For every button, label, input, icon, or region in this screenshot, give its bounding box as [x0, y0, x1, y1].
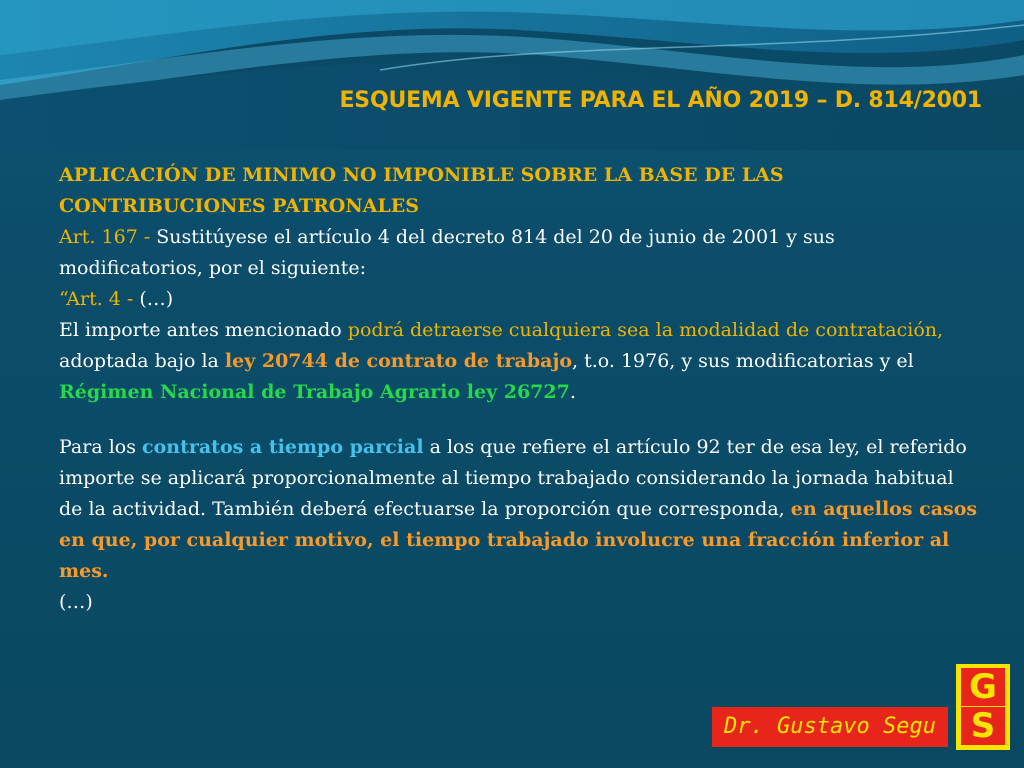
- article-ref: Art. 167 -: [59, 226, 151, 248]
- slide-body: [59, 160, 979, 618]
- text-span: adoptada bajo la: [59, 350, 225, 372]
- article-text: Sustitúyese el artículo 4 del decreto 814 del 20 de junio de 2001 y sus modificatorios, por el siguiente:: [59, 226, 835, 279]
- highlight-regimen-agrario: Régimen Nacional de Trabajo Agrario ley 26727: [59, 381, 570, 403]
- slide-title: ESQUEMA VIGENTE PARA EL AÑO 2019 – D. 814/2001: [339, 88, 982, 113]
- article-ref: “Art. 4 -: [59, 288, 134, 310]
- logo-letter-s: S: [961, 707, 1005, 745]
- paragraph-article-167: [59, 222, 979, 284]
- highlight-ley-20744: ley 20744 de contrato de trabajo: [224, 350, 573, 372]
- paragraph-contratos-parciales: [59, 432, 979, 587]
- text-span: Para los: [59, 436, 143, 458]
- paragraph-article-4: [59, 284, 979, 315]
- author-signature: Dr. Gustavo Segu: [712, 707, 948, 747]
- decorative-waves: [0, 0, 1024, 150]
- highlight-fraccion-mes: en aquellos casos en que, por cualquier motivo, el tiempo trabajado involucre una fracción inferior al mes.: [59, 498, 978, 582]
- highlight-tiempo-parcial: contratos a tiempo parcial: [142, 436, 424, 458]
- text-span: El importe antes mencionado: [59, 319, 348, 341]
- paragraph-gap: [59, 408, 979, 432]
- gs-logo: [956, 664, 1010, 750]
- closing-ellipsis: (…): [59, 591, 93, 613]
- text-span: a los que refiere el artículo 92 ter de esa ley, el referido importe se aplicará proporcionalmente al tiempo trabajado considerando la jornada habitual de la actividad. También deberá efectuarse la proporción que corresponda,: [59, 436, 967, 520]
- text-span: , t.o. 1976, y sus modificatorias y el: [572, 350, 914, 372]
- highlight-modalidad: podrá detraerse cualquiera sea la modalidad de contratación,: [347, 319, 944, 341]
- logo-letter-g: G: [961, 668, 1005, 706]
- section-heading: APLICACIÓN DE MINIMO NO IMPONIBLE SOBRE LA BASE DE LAS CONTRIBUCIONES PATRONALES: [59, 164, 784, 217]
- ellipsis-text: (…): [133, 288, 174, 310]
- text-span: .: [569, 381, 576, 403]
- paragraph-importe: [59, 315, 979, 408]
